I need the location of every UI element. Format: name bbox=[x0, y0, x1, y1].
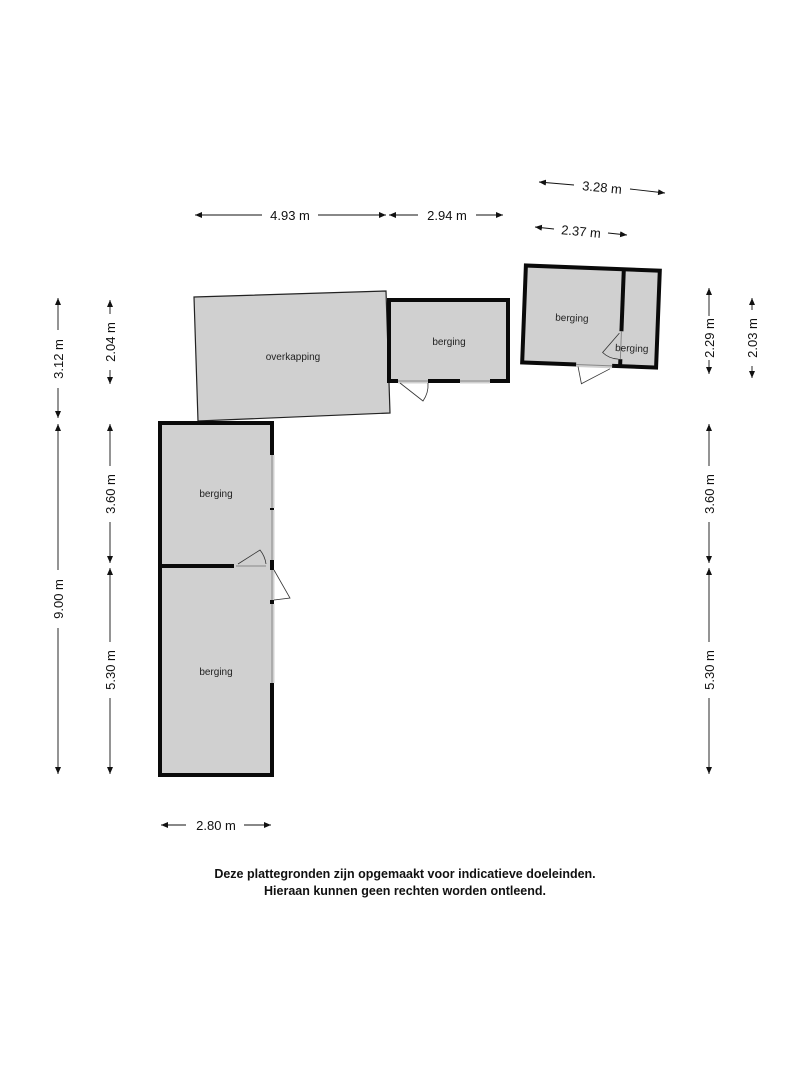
door-swing bbox=[400, 383, 428, 401]
disclaimer-line-1: Deze plattegronden zijn opgemaakt voor indicatieve doeleinden. bbox=[214, 867, 596, 881]
room-label-berging-left-upper: berging bbox=[199, 489, 233, 500]
room-overkapping bbox=[194, 291, 390, 421]
dim-label-2-29: 2.29 m bbox=[702, 318, 717, 358]
dim-label-5-30-left: 5.30 m bbox=[103, 650, 118, 690]
dim-label-2-03: 2.03 m bbox=[745, 318, 760, 358]
dim-label-2-80: 2.80 m bbox=[196, 818, 236, 833]
door-swing bbox=[577, 367, 610, 385]
dim-label-5-30-right: 5.30 m bbox=[702, 650, 717, 690]
dim-label-4-93: 4.93 m bbox=[270, 208, 310, 223]
dim-label-9-00: 9.00 m bbox=[51, 579, 66, 619]
dim-label-3-12: 3.12 m bbox=[51, 339, 66, 379]
door-swing bbox=[274, 570, 290, 600]
room-label-berging-top: berging bbox=[432, 337, 466, 348]
room-berging-right-group bbox=[521, 266, 659, 387]
dim-label-2-94: 2.94 m bbox=[427, 208, 467, 223]
room-label-berging-right-large: berging bbox=[555, 312, 589, 325]
room-label-overkapping: overkapping bbox=[265, 352, 321, 363]
dim-label-2-37: 2.37 m bbox=[560, 222, 602, 241]
room-label-berging-left-lower: berging bbox=[199, 667, 233, 678]
dim-label-3-60-left: 3.60 m bbox=[103, 474, 118, 514]
disclaimer-line-2: Hieraan kunnen geen rechten worden ontleend. bbox=[264, 884, 546, 898]
room-berging-top bbox=[389, 300, 508, 401]
dim-label-2-04: 2.04 m bbox=[103, 322, 118, 362]
dim-label-3-28: 3.28 m bbox=[581, 178, 623, 197]
room-berging-left-column bbox=[160, 423, 290, 775]
room-label-berging-right-small: berging bbox=[614, 342, 649, 356]
dim-label-3-60-right: 3.60 m bbox=[702, 474, 717, 514]
